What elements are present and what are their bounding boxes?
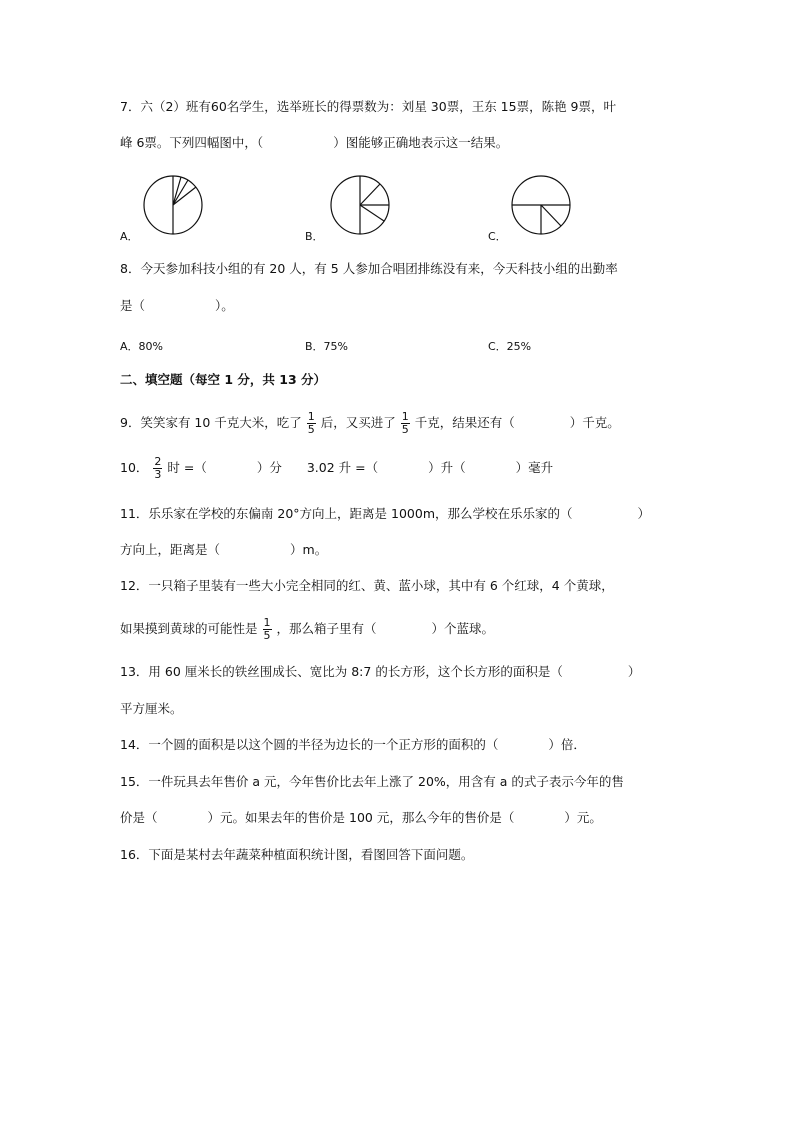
q10-text-a: 10． — [120, 460, 149, 475]
q16-line1: 16．下面是某村去年蔬菜种植面积统计图，看图回答下面问题。 — [120, 847, 474, 862]
q7-line2 — [120, 134, 508, 152]
q11-line1 — [120, 505, 650, 523]
q8-line2-text-b: ）。 — [215, 298, 234, 313]
q8-option-c[interactable]: C．25% — [488, 340, 532, 353]
q15-line2-text-a: 价是（ — [120, 810, 158, 825]
q13-line1-text-a: 13．用 60 厘米长的铁丝围成长、宽比为 8:7 的长方形，这个长方形的面积是（ — [120, 664, 563, 679]
q13-line1 — [120, 663, 640, 681]
section-2-heading: 二、填空题（每空 1 分，共 13 分） — [120, 372, 327, 387]
pie-c-radius-1 — [541, 205, 561, 226]
q10-text-e: ）毫升 — [515, 460, 554, 475]
q11-line2-text-a: 方向上，距离是（ — [120, 542, 221, 557]
q9-fraction-1 — [307, 411, 316, 436]
q13-line1-text-b: ） — [627, 664, 641, 679]
q9-frac1-denominator: 5 — [307, 423, 315, 436]
pie-chart-option-a — [142, 174, 204, 236]
q10-frac-numerator: 2 — [154, 455, 162, 468]
q12-text-c: ）个蓝球。 — [431, 621, 495, 636]
q13-line2: 平方厘米。 — [120, 701, 183, 716]
pie-a-radius-2 — [173, 180, 188, 205]
q15-line2 — [120, 809, 602, 827]
q10-fraction — [153, 456, 162, 481]
q12-frac-numerator: 1 — [263, 616, 271, 629]
q7-option-b-label[interactable]: B． — [305, 230, 324, 243]
q14-text-a: 14．一个圆的面积是以这个圆的半径为边长的一个正方形的面积的（ — [120, 737, 499, 752]
q8-option-a[interactable]: A．80% — [120, 340, 163, 353]
q8-line1: 8．今天参加科技小组的有 20 人，有 5 人参加合唱团排练没有来，今天科技小组的出勤率 — [120, 261, 618, 276]
pie-b-radius-1 — [360, 184, 380, 205]
q11-line1-text-b: ） — [637, 506, 651, 521]
q9-text-a: 9．笑笑家有 10 千克大米，吃了 — [120, 415, 302, 430]
q11-line2-text-b: ）m。 — [290, 542, 328, 557]
q9-text-b: 后，又买进了 — [320, 415, 396, 430]
q15-line2-text-b: ）元。如果去年的售价是 100 元，那么今年的售价是（ — [207, 810, 515, 825]
pie-chart-option-b — [329, 174, 391, 236]
pie-a-radius-3 — [173, 187, 196, 205]
q8-line2-text-a: 是（ — [120, 298, 146, 313]
pie-chart-option-c — [510, 174, 572, 236]
q15-line1: 15．一件玩具去年售价 a 元，今年售价比去年上涨了 20%，用含有 a 的式子表示今年的售 — [120, 774, 624, 789]
q12-frac-denominator: 5 — [263, 629, 271, 642]
q7-option-a-label[interactable]: A． — [120, 230, 139, 243]
q11-line2 — [120, 541, 327, 559]
q9-frac2-denominator: 5 — [401, 423, 409, 436]
q10-text-b: 时 =（ — [167, 460, 207, 475]
q10-text-d: ）升（ — [428, 460, 466, 475]
q8-line2 — [120, 297, 234, 315]
q11-line1-text-a: 11．乐乐家在学校的东偏南 20°方向上，距离是 1000m，那么学校在乐乐家的（ — [120, 506, 573, 521]
q7-line2-text-a: 峰 6票。下列四幅图中，（ — [120, 135, 264, 150]
q12-line2 — [120, 617, 494, 642]
q10-line — [120, 456, 553, 481]
pie-b-radius-3 — [360, 205, 384, 221]
pie-a-radius-1 — [173, 177, 181, 205]
q9-text-c: 千克，结果还有（ — [414, 415, 515, 430]
q12-text-a: 如果摸到黄球的可能性是 — [120, 621, 258, 636]
q9-line — [120, 411, 620, 436]
q15-line2-text-c: ）元。 — [564, 810, 602, 825]
q7-option-c-label[interactable]: C． — [488, 230, 507, 243]
q10-text-c: ）分 3.02 升 =（ — [256, 460, 379, 475]
q12-text-b: ，那么箱子里有（ — [276, 621, 377, 636]
q9-text-d: ）千克。 — [569, 415, 620, 430]
q7-line2-text-b: ）图能够正确地表示这一结果。 — [333, 135, 509, 150]
q14-text-b: ）倍． — [548, 737, 586, 752]
q12-line1: 12．一只箱子里装有一些大小完全相同的红、黄、蓝小球，其中有 6 个红球，4 个黄球， — [120, 578, 614, 593]
q8-option-b[interactable]: B．75% — [305, 340, 348, 353]
q10-frac-denominator: 3 — [154, 468, 162, 481]
q14-line — [120, 736, 586, 754]
q9-fraction-2 — [401, 411, 410, 436]
q7-line1: 7．六（2）班有60名学生，选举班长的得票数为：刘星 30票，王东 15票，陈艳 9票，叶 — [120, 99, 616, 114]
q9-frac1-numerator: 1 — [307, 410, 315, 423]
q12-fraction — [263, 617, 272, 642]
q9-frac2-numerator: 1 — [401, 410, 409, 423]
